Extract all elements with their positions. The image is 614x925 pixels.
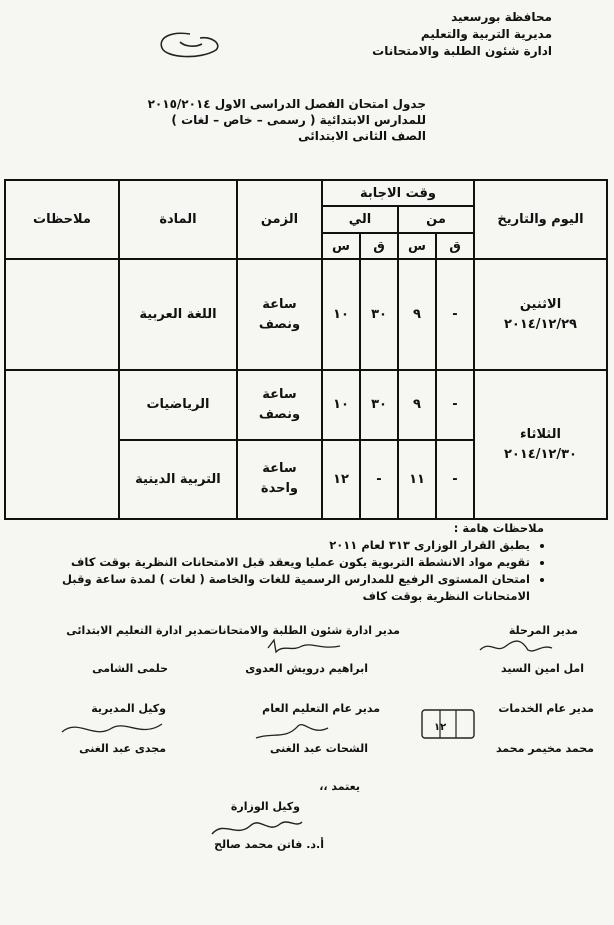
header-day-date: اليوم والتاريخ (474, 180, 607, 259)
duration-line2: واحدة (260, 481, 298, 497)
header-from-q: ق (436, 233, 474, 259)
from-q-cell: - (436, 259, 474, 370)
header-to-q: ق (360, 233, 398, 259)
day-date: ٢٠١٤/١٢/٣٠ (504, 446, 577, 462)
title-grade: الصف الثانى الابتدائى (298, 129, 426, 143)
sig-title-deputy-directorate: وكيل المديرية (91, 702, 166, 715)
duration-line2: ونصف (258, 316, 301, 332)
day-date-cell (474, 370, 607, 519)
table-row (5, 370, 607, 439)
title-block (106, 96, 426, 144)
stamp-number: ١٢ (434, 722, 447, 733)
sig-name-deputy-directorate: مجدى عبد الغنى (79, 742, 166, 755)
header-from-s: س (398, 233, 436, 259)
sig-title-students-affairs: مدير ادارة شئون الطلبة والامتحانات (207, 624, 400, 637)
stamp-icon (418, 706, 478, 742)
header-to: الي (322, 206, 398, 232)
day-date: ٢٠١٤/١٢/٢٩ (504, 316, 577, 332)
sig-title-primary-education: مدير ادارة التعليم الابتدائى (66, 624, 210, 637)
from-s-cell: ١١ (398, 440, 436, 519)
notes-block (56, 520, 544, 605)
duration-line1: ساعة (262, 386, 297, 402)
to-q-cell: - (360, 440, 398, 519)
signature-scribble-icon (58, 714, 168, 744)
approve-label: يعتمد ،، (319, 780, 360, 793)
sig-name-primary-education: حلمى الشامى (92, 662, 168, 675)
from-q-cell: - (436, 440, 474, 519)
subject-cell: التربية الدينية (119, 440, 237, 519)
header-from: من (398, 206, 474, 232)
from-s-cell: ٩ (398, 259, 436, 370)
header-subject: المادة (119, 180, 237, 259)
header-duration: الزمن (237, 180, 322, 259)
notes-cell (5, 370, 119, 519)
signature-scribble-icon (252, 714, 332, 744)
sig-title-services: مدير عام الخدمات (498, 702, 594, 715)
day-name: الاثنين (519, 296, 562, 312)
day-date-cell (474, 259, 607, 370)
to-q-cell: ٣٠ (360, 259, 398, 370)
to-s-cell: ١٢ (322, 440, 360, 519)
duration-line1: ساعة (262, 296, 297, 312)
to-s-cell: ١٠ (322, 370, 360, 439)
header-notes: ملاحظات (5, 180, 119, 259)
day-name: الثلاثاء (520, 426, 561, 442)
signature-scribble-icon (476, 636, 556, 658)
duration-cell (237, 440, 322, 519)
duration-cell (237, 370, 322, 439)
signature-scribble-icon (262, 636, 346, 658)
header-block (292, 9, 552, 60)
sig-name-stage-director: امل امين السيد (501, 662, 584, 675)
sig-name-services: محمد مخيمر محمد (495, 742, 594, 755)
sig-name-students-affairs: ابراهيم درويش العدوى (245, 662, 368, 675)
header-governorate: محافظة بورسعيد (451, 10, 552, 24)
subject-cell: اللغة العربية (119, 259, 237, 370)
sig-name-general-education: الشحات عبد الغنى (270, 742, 368, 755)
duration-line2: ونصف (258, 406, 301, 422)
deputy-minister-title: وكيل الوزارة (230, 800, 300, 813)
header-directorate: مديرية التربية والتعليم (420, 27, 552, 41)
notes-heading: ملاحظات هامة : (453, 521, 544, 535)
subject-cell: الرياضيات (119, 370, 237, 439)
title-exam-schedule: جدول امتحان الفصل الدراسى الاول ٢٠١٥/٢٠١٤ (147, 97, 426, 111)
to-q-cell: ٣٠ (360, 370, 398, 439)
notes-list (56, 537, 544, 605)
to-s-cell: ١٠ (322, 259, 360, 370)
sig-title-stage-director: مدير المرحلة (508, 624, 578, 637)
header-department: ادارة شئون الطلبة والامتحانات (372, 44, 552, 58)
duration-cell (237, 259, 322, 370)
deputy-minister-name: أ.د. فاتن محمد صالح (214, 838, 324, 851)
from-q-cell: - (436, 370, 474, 439)
from-s-cell: ٩ (398, 370, 436, 439)
note-item: • تقويم مواد الانشطة التربوية يكون عمليا ويعقد قبل الامتحانات النظرية بوقت كاف (56, 554, 530, 571)
note-item: • يطبق القرار الوزارى ٣١٣ لعام ٢٠١١ (56, 537, 530, 554)
title-schools: للمدارس الابتدائية ( رسمى – خاص – لغات ) (171, 113, 426, 127)
note-item: • امتحان المستوى الرفيع للمدارس الرسمية للغات والخاصة ( لغات ) لمدة ساعة وقبل الامتحانات النظرية بوقت كاف (56, 571, 530, 605)
ink-scribble-icon (150, 26, 230, 66)
table-row (5, 259, 607, 370)
header-to-s: س (322, 233, 360, 259)
header-answer-time: وقت الاجابة (322, 180, 474, 206)
exam-schedule-table (6, 179, 608, 520)
sig-title-general-education: مدير عام التعليم العام (262, 702, 380, 715)
duration-line1: ساعة (262, 461, 297, 477)
notes-cell (5, 259, 119, 370)
